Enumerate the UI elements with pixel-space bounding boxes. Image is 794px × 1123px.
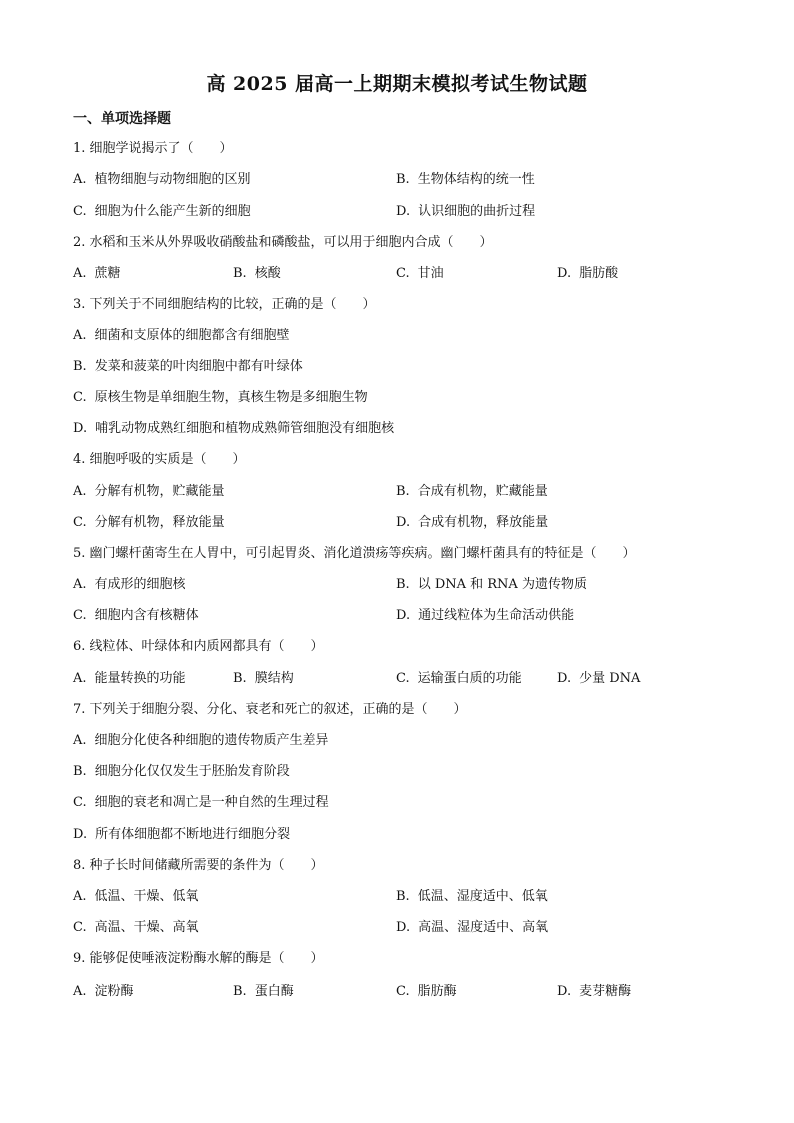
- option-a: A. 能量转换的功能: [73, 671, 186, 686]
- question-stem: 2. 水稻和玉米从外界吸收硝酸盐和磷酸盐，可以用于细胞内合成（ ）: [73, 235, 493, 250]
- option-c: C. 细胞的衰老和凋亡是一种自然的生理过程: [73, 795, 329, 810]
- option-b: B. 低温、湿度适中、低氧: [396, 889, 548, 904]
- option-c: C. 甘油: [396, 266, 444, 281]
- section-heading: 一、单项选择题: [73, 111, 171, 127]
- option-c: C. 分解有机物，释放能量: [73, 515, 225, 530]
- question-stem: 1. 细胞学说揭示了（ ）: [73, 141, 233, 156]
- option-d: D. 认识细胞的曲折过程: [396, 204, 536, 219]
- option-b: B. 发菜和菠菜的叶肉细胞中都有叶绿体: [73, 359, 303, 374]
- option-b: B. 细胞分化仅仅发生于胚胎发育阶段: [73, 764, 290, 779]
- option-c: C. 原核生物是单细胞生物，真核生物是多细胞生物: [73, 390, 368, 405]
- option-d: D. 通过线粒体为生命活动供能: [396, 608, 575, 623]
- option-a: A. 淀粉酶: [73, 984, 134, 999]
- option-c: C. 运输蛋白质的功能: [396, 671, 522, 686]
- page-title: 高 2025 届高一上期期末模拟考试生物试题: [206, 73, 588, 95]
- option-c: C. 脂肪酶: [396, 984, 457, 999]
- option-a: A. 细菌和支原体的细胞都含有细胞壁: [73, 328, 290, 343]
- option-b: B. 生物体结构的统一性: [396, 172, 535, 187]
- option-a: A. 低温、干燥、低氧: [73, 889, 199, 904]
- option-b: B. 核酸: [233, 266, 281, 281]
- question-stem: 9. 能够促使唾液淀粉酶水解的酶是（ ）: [73, 951, 324, 966]
- option-d: D. 合成有机物，释放能量: [396, 515, 549, 530]
- option-b: B. 以 DNA 和 RNA 为遗传物质: [396, 577, 587, 592]
- option-c: C. 高温、干燥、高氧: [73, 920, 199, 935]
- option-a: A. 植物细胞与动物细胞的区别: [73, 172, 251, 187]
- option-c: C. 细胞内含有核糖体: [73, 608, 199, 623]
- option-b: B. 膜结构: [233, 671, 294, 686]
- option-c: C. 细胞为什么能产生新的细胞: [73, 204, 251, 219]
- question-stem: 8. 种子长时间储藏所需要的条件为（ ）: [73, 858, 324, 873]
- question-stem: 3. 下列关于不同细胞结构的比较，正确的是（ ）: [73, 297, 376, 312]
- option-a: A. 细胞分化使各种细胞的遗传物质产生差异: [73, 733, 329, 748]
- option-a: A. 分解有机物，贮藏能量: [73, 484, 225, 499]
- question-stem: 4. 细胞呼吸的实质是（ ）: [73, 452, 246, 467]
- option-d: D. 脂肪酸: [557, 266, 619, 281]
- option-d: D. 所有体细胞都不断地进行细胞分裂: [73, 827, 291, 842]
- option-a: A. 有成形的细胞核: [73, 577, 186, 592]
- option-b: B. 合成有机物，贮藏能量: [396, 484, 548, 499]
- question-stem: 5. 幽门螺杆菌寄生在人胃中，可引起胃炎、消化道溃疡等疾病。幽门螺杆菌具有的特征是（ ）: [73, 546, 636, 561]
- question-stem: 7. 下列关于细胞分裂、分化、衰老和死亡的叙述，正确的是（ ）: [73, 702, 467, 717]
- option-d: D. 麦芽糖酶: [557, 984, 632, 999]
- option-a: A. 蔗糖: [73, 266, 121, 281]
- option-d: D. 少量 DNA: [557, 671, 641, 686]
- option-b: B. 蛋白酶: [233, 984, 294, 999]
- option-d: D. 高温、湿度适中、高氧: [396, 920, 549, 935]
- option-d: D. 哺乳动物成熟红细胞和植物成熟筛管细胞没有细胞核: [73, 421, 395, 436]
- question-stem: 6. 线粒体、叶绿体和内质网都具有（ ）: [73, 639, 324, 654]
